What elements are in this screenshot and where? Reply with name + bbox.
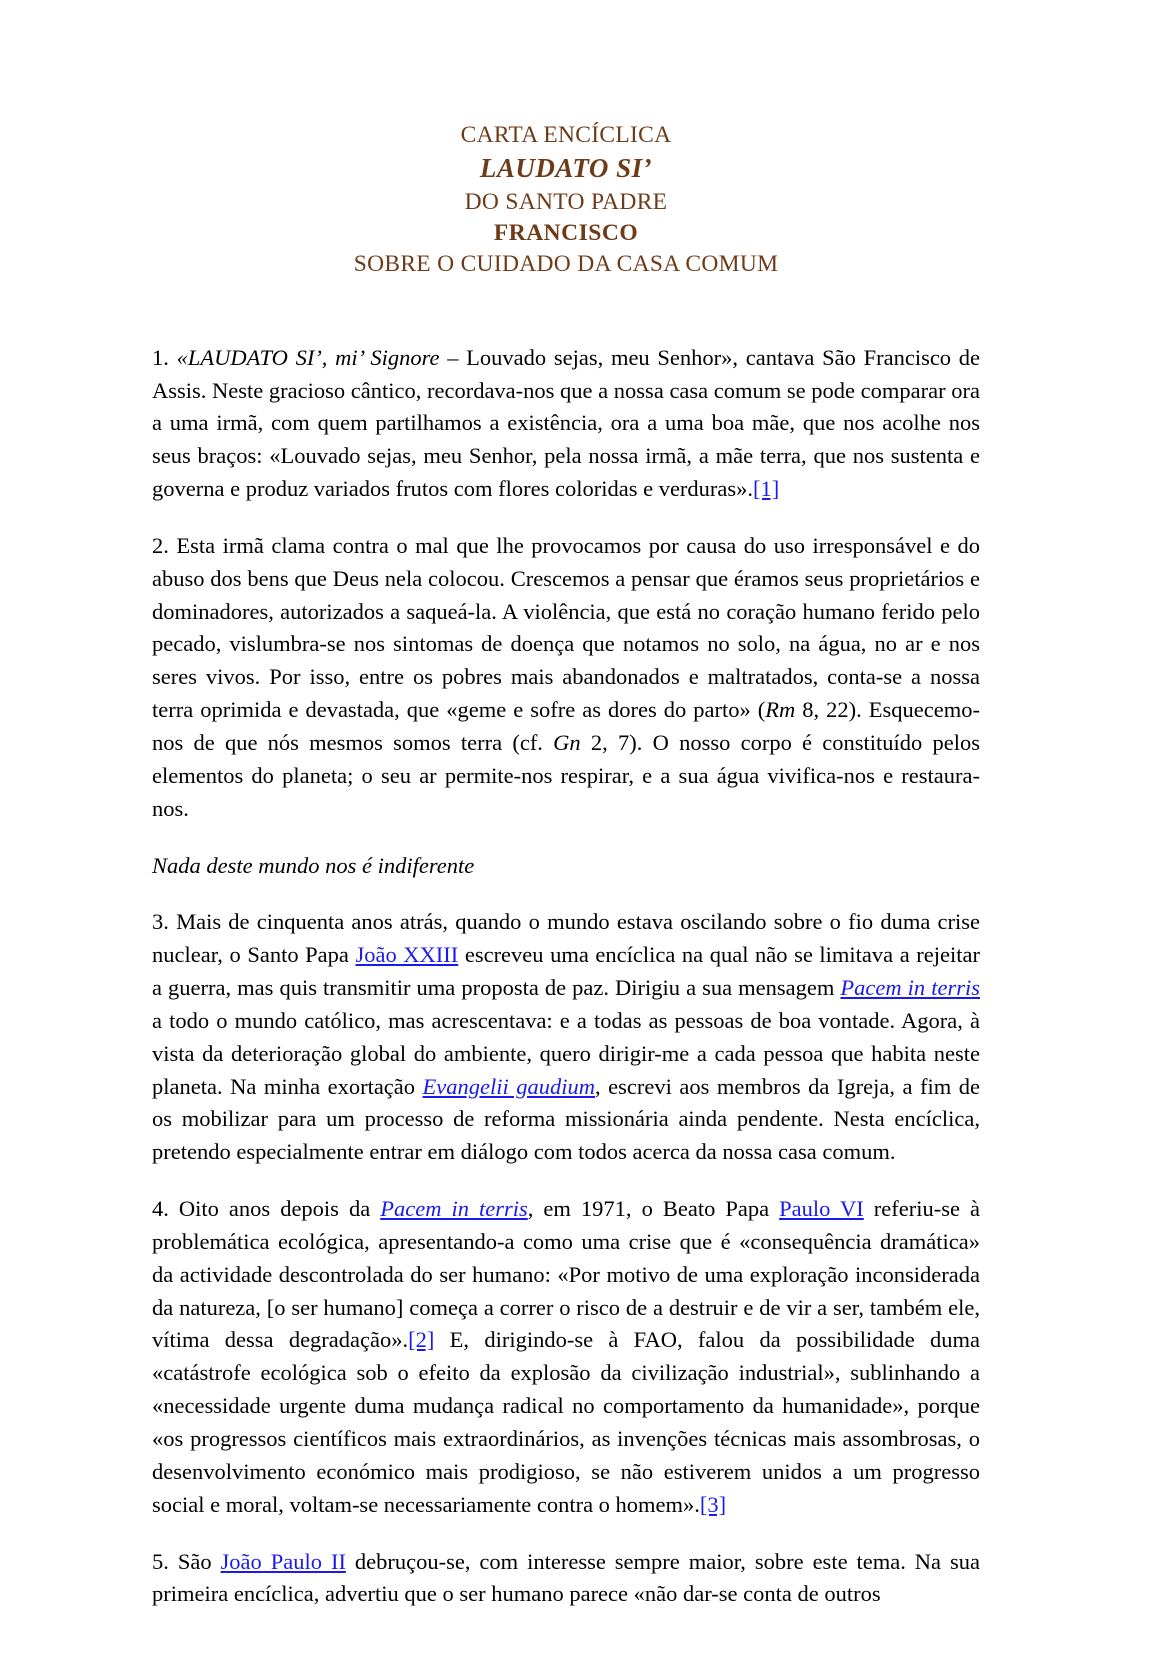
document-title-block: [152, 120, 980, 280]
paragraph-4-text-a: Oito anos depois da: [168, 1196, 381, 1222]
paragraph-4-text-c: referiu-se à problemática ecológica, apresentando-a como uma crise que é «consequência dramática» da actividade descontrolada do ser humano: «Por motivo de uma exploração inconsiderada da natureza, [o ser humano] começa a correr o risco de a destruir e de vir a ser, também ele, vítima dessa degradação».: [152, 1196, 980, 1353]
title-line-laudato-si: LAUDATO SI’: [479, 153, 653, 184]
footnote-link-1[interactable]: [1]: [753, 476, 780, 502]
paragraph-3-number: 3.: [152, 909, 169, 935]
title-line-carta-enciclica: CARTA ENCÍCLICA: [460, 122, 672, 148]
paragraph-1-text: – Louvado sejas, meu Senhor», cantava São Francisco de Assis. Neste gracioso cântico, recordava-nos que a nossa casa comum se pode comparar ora a uma irmã, com quem partilhamos a existência, ora a uma boa mãe, que nos acolhe nos seus braços: «Louvado sejas, meu Senhor, pela nossa irmã, a mãe terra, que nos sustenta e governa e produz variados frutos com flores coloridas e verduras».: [152, 344, 981, 502]
paragraph-4-text-b: , em 1971, o Beato Papa: [527, 1196, 780, 1222]
paragraph-5-text-a: São: [168, 1548, 221, 1574]
paragraph-4-text-d: E, dirigindo-se à FAO, falou da possibilidade duma «catástrofe ecológica sob o efeito da explosão da civilização industrial», sublinhando a «necessidade urgente duma mudança radical no comportamento da humanidade», porque «os progressos científicos mais extraordinários, as invenções técnicas mais assombrosas, o desenvolvimento económico mais prodigioso, se não estiverem unidos a um progresso social e moral, voltam-se necessariamente contra o homem».: [152, 1327, 980, 1517]
link-paulo-vi[interactable]: Paulo VI: [779, 1196, 864, 1222]
link-pacem-in-terris-2[interactable]: Pacem in terris: [380, 1196, 528, 1222]
paragraph-3-text-a: Mais de cinquenta anos atrás, quando o mundo estava oscilando sobre o fio duma crise nuclear, o Santo Papa: [152, 909, 980, 968]
paragraph-2: [152, 530, 980, 826]
footnote-link-2[interactable]: [2]: [408, 1327, 435, 1353]
paragraph-3: [152, 906, 980, 1169]
scripture-ref-gn: Gn: [553, 729, 581, 755]
paragraph-5: [152, 1546, 980, 1612]
paragraph-3-text-b: escreveu uma encíclica na qual não se limitava a rejeitar a guerra, mas quis transmitir uma proposta de paz. Dirigiu a sua mensagem: [152, 942, 980, 1001]
link-pacem-in-terris[interactable]: Pacem in terris: [840, 975, 980, 1001]
paragraph-2-number: 2.: [152, 532, 169, 558]
paragraph-4: [152, 1193, 980, 1521]
title-line-subject: SOBRE O CUIDADO DA CASA COMUM: [353, 250, 779, 277]
title-line-do-santo-padre: DO SANTO PADRE: [464, 188, 668, 215]
link-evangelii-gaudium[interactable]: Evangelii gaudium: [422, 1073, 596, 1099]
scripture-ref-rm: Rm: [765, 697, 796, 723]
paragraph-3-text-c: a todo o mundo católico, mas acrescentava: e a todas as pessoas de boa vontade. Agora, à vista da deterioração global do ambiente, quero dirigir-me a cada pessoa que habita neste planeta. Na minha exortação: [152, 1007, 980, 1099]
paragraph-5-number: 5.: [152, 1548, 169, 1574]
paragraph-3-text-d: , escrevi aos membros da Igreja, a fim de os mobilizar para um processo de reforma missionária ainda pendente. Nesta encíclica, pretendo especialmente entrar em diálogo com todos acerca da nossa casa comum.: [152, 1073, 980, 1165]
paragraph-2-text-a: Esta irmã clama contra o mal que lhe provocamos por causa do uso irresponsável e do abuso dos bens que Deus nela colocou. Crescemos a pensar que éramos seus proprietários e dominadores, autorizados a saqueá-la. A violência, que está no coração humano ferido pelo pecado, vislumbra-se nos sintomas de doença que notamos no solo, na água, no ar e nos seres vivos. Por isso, entre os pobres mais abandonados e maltratados, conta-se a nossa terra oprimida e devastada, que «geme e sofre as dores do parto» (: [152, 532, 980, 723]
paragraph-2-text-b: 8, 22). Esquecemo-nos de que nós mesmos somos terra (cf.: [152, 697, 980, 755]
paragraph-2-text-c: 2, 7). O nosso corpo é constituído pelos elementos do planeta; o seu ar permite-nos respirar, e a sua água vivifica-nos e restaura-nos.: [152, 729, 980, 821]
title-line-francisco: FRANCISCO: [493, 219, 639, 246]
section-subheading-1: Nada deste mundo nos é indiferente: [152, 852, 475, 878]
link-joao-xxiii[interactable]: João XXIII: [355, 942, 459, 968]
link-joao-paulo-ii[interactable]: João Paulo II: [220, 1548, 346, 1574]
paragraph-4-number: 4.: [152, 1196, 169, 1222]
paragraph-1: [152, 342, 980, 506]
footnote-link-3[interactable]: [3]: [699, 1491, 727, 1517]
document-body: [152, 342, 980, 1612]
paragraph-1-quote-italic: «LAUDATO SI’, mi’ Signore: [176, 344, 440, 370]
paragraph-5-text-b: debruçou-se, com interesse sempre maior, sobre este tema. Na sua primeira encíclica, advertiu que o ser humano parece «não dar-se conta de outros: [152, 1548, 980, 1607]
paragraph-1-number: 1.: [152, 344, 169, 370]
